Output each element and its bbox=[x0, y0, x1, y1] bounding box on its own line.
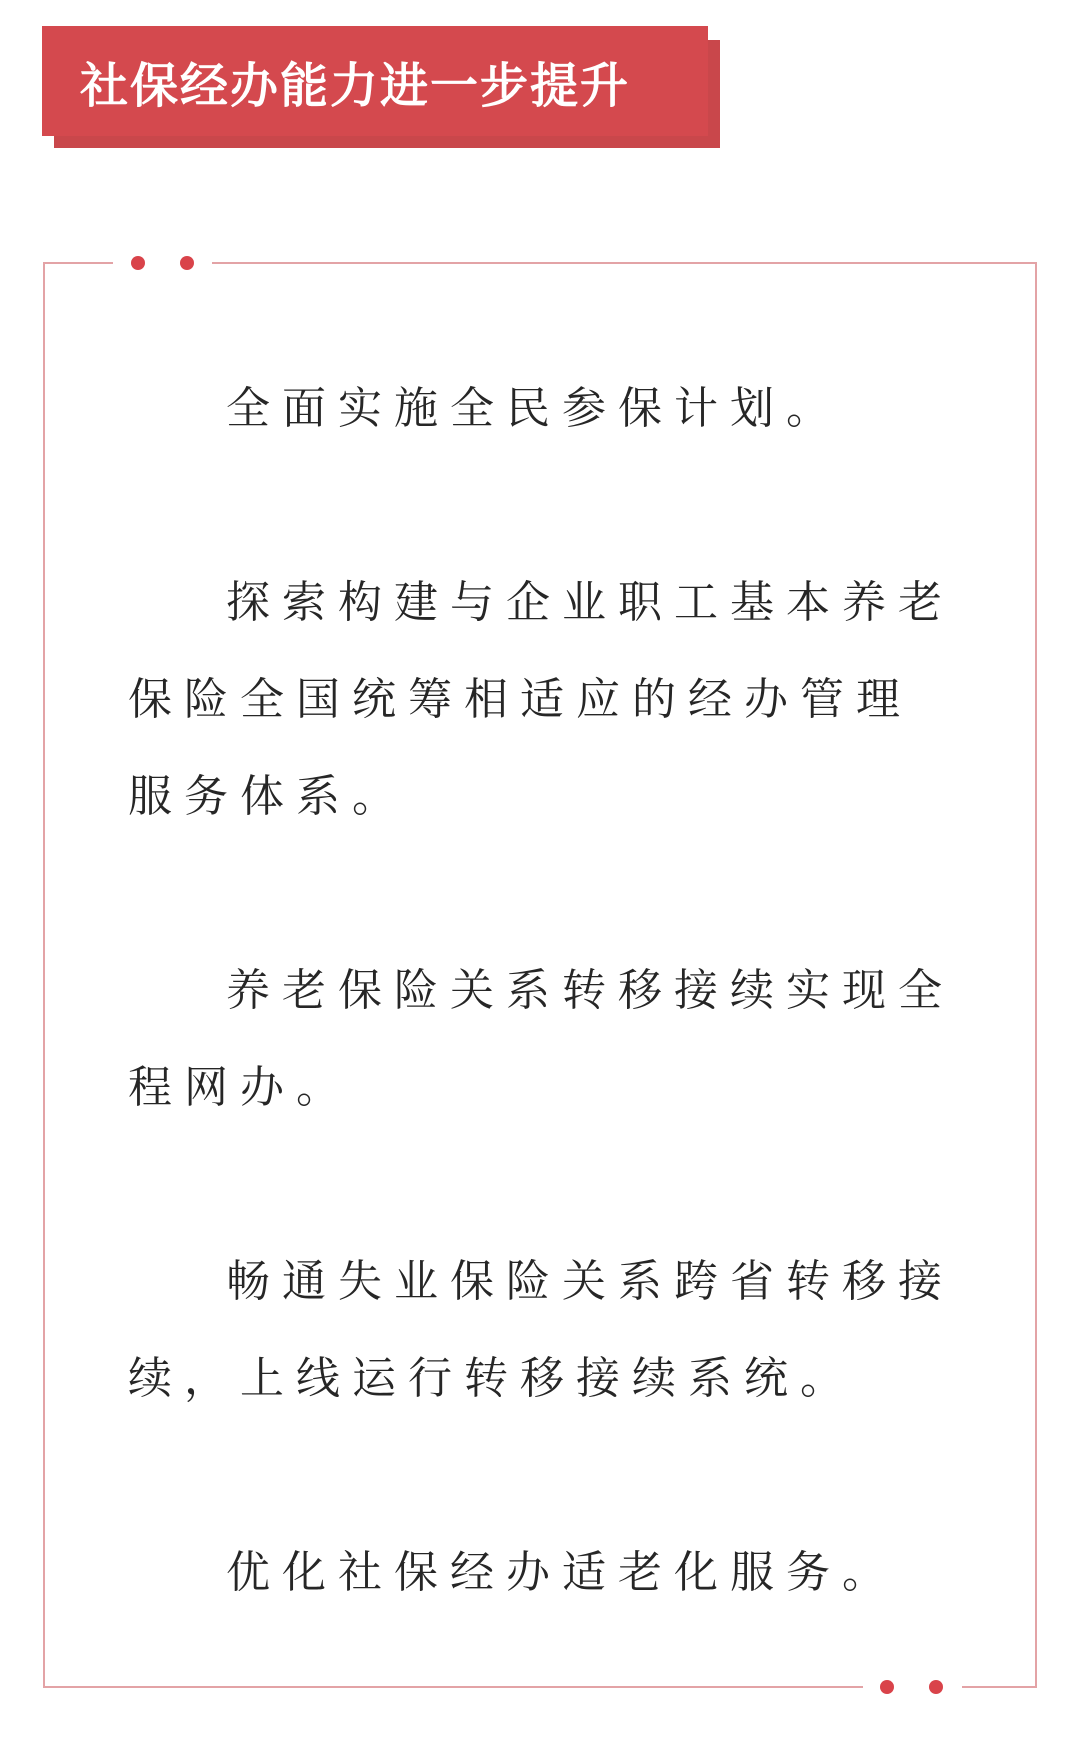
frame-bottom-line-right bbox=[962, 1686, 1037, 1688]
paragraph-1: 全面实施全民参保计划。 bbox=[226, 383, 842, 434]
paragraph-3: 养老保险关系转移接续实现全程网办。 bbox=[128, 965, 954, 1113]
section-title: 社保经办能力进一步提升 bbox=[80, 57, 631, 114]
decor-dot-bottom-2 bbox=[929, 1680, 943, 1694]
paragraph-4: 畅通失业保险关系跨省转移接续，上线运行转移接续系统。 bbox=[128, 1256, 954, 1404]
article-body bbox=[128, 360, 958, 1621]
frame-bottom-line-left bbox=[43, 1686, 863, 1688]
paragraph-5: 优化社保经办适老化服务。 bbox=[226, 1547, 898, 1598]
paragraph-2: 探索构建与企业职工基本养老保险全国统筹相适应的经办管理服务体系。 bbox=[128, 577, 954, 822]
decor-dot-top-2 bbox=[180, 256, 194, 270]
section-header-banner bbox=[42, 26, 720, 150]
frame-top-line-left bbox=[43, 262, 113, 264]
banner bbox=[42, 26, 708, 136]
decor-dot-top-1 bbox=[131, 256, 145, 270]
decor-dot-bottom-1 bbox=[880, 1680, 894, 1694]
frame-top-line-right bbox=[212, 262, 1037, 264]
